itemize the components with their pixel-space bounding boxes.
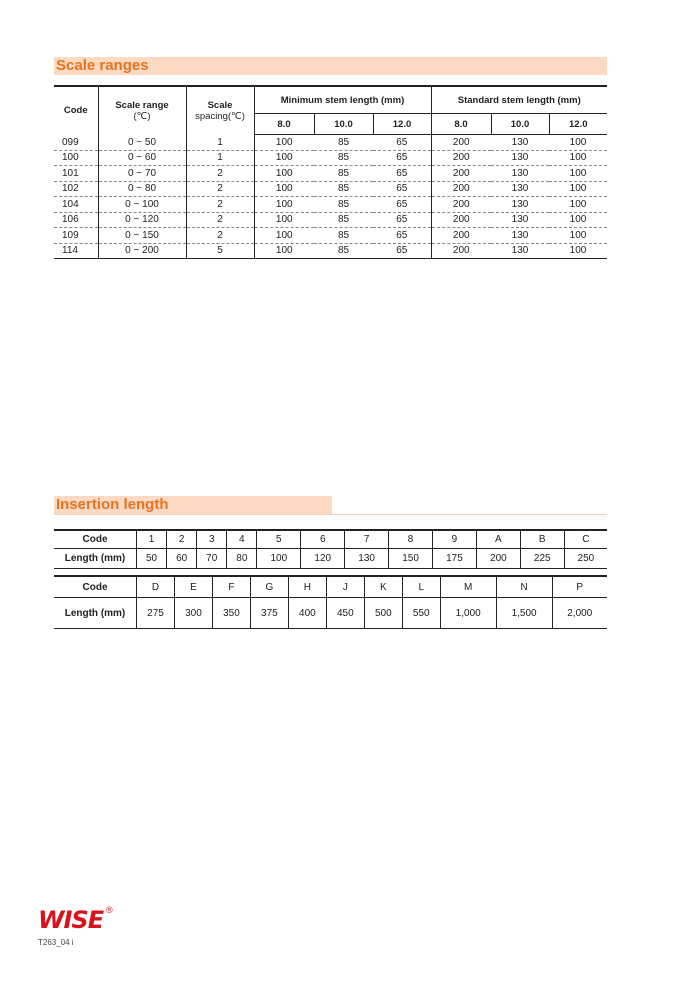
table-row <box>54 166 607 182</box>
length-cell: 450 <box>326 598 364 629</box>
length-cell: 80 <box>227 549 257 569</box>
header-min-stem: Minimum stem length (mm) <box>254 86 431 114</box>
table-cell: 200 <box>452 245 470 257</box>
table-cell: 1 <box>186 150 254 166</box>
table-cell: 65 <box>373 243 431 259</box>
length-cell: 375 <box>250 598 288 629</box>
table-row <box>54 181 607 197</box>
scale-ranges-table <box>54 85 607 259</box>
header-scale-range <box>98 86 186 135</box>
header-min-12: 12.0 <box>373 114 431 135</box>
table-cell: 0 ~ 60 <box>98 150 186 166</box>
table-cell: 130 <box>511 245 529 257</box>
length-cell: 70 <box>197 549 227 569</box>
code-cell: H <box>288 576 326 598</box>
table-cell: 85 <box>314 197 373 213</box>
table-cell: 85 <box>314 181 373 197</box>
table-cell: 100 <box>549 228 607 244</box>
table-cell: 200 <box>431 197 491 213</box>
code-cell: 7 <box>345 530 389 549</box>
table-cell: 200 <box>431 135 491 151</box>
header-std-12: 12.0 <box>549 114 607 135</box>
insertion-table-1 <box>54 529 607 569</box>
table-cell: 2 <box>186 166 254 182</box>
header-scale-range-label: Scale range <box>115 99 169 111</box>
code-cell: 2 <box>167 530 197 549</box>
table-cell: 0 ~ 150 <box>98 228 186 244</box>
table-cell: 65 <box>373 228 431 244</box>
row-code: 100 <box>54 150 98 166</box>
code-cell: M <box>440 576 496 598</box>
code-cell: P <box>552 576 607 598</box>
code-label: Code <box>54 530 137 549</box>
code-cell: J <box>326 576 364 598</box>
row-code: 099 <box>54 135 98 151</box>
length-cell: 275 <box>137 598 175 629</box>
table-row <box>54 212 607 228</box>
table-cell: 85 <box>314 166 373 182</box>
table-cell: 130 <box>491 166 549 182</box>
table-cell: 2 <box>186 181 254 197</box>
table-cell: 100 <box>275 245 293 257</box>
row-code: 101 <box>54 166 98 182</box>
header-std-stem: Standard stem length (mm) <box>431 86 607 114</box>
table-cell: 5 <box>186 243 254 259</box>
code-cell: 3 <box>197 530 227 549</box>
table-row <box>54 243 607 259</box>
table-cell: 2 <box>186 228 254 244</box>
code-cell: 6 <box>301 530 345 549</box>
row-code: 104 <box>54 197 98 213</box>
length-cell: 200 <box>476 549 520 569</box>
table-cell: 130 <box>491 181 549 197</box>
table-cell: 100 <box>549 150 607 166</box>
table-cell: 130 <box>491 197 549 213</box>
length-cell: 1,000 <box>440 598 496 629</box>
table-cell: 2 <box>186 212 254 228</box>
logo-text: WISE <box>38 906 104 934</box>
table-cell: 85 <box>314 212 373 228</box>
table-row <box>54 228 607 244</box>
code-cell: C <box>564 530 607 549</box>
table-row <box>54 150 607 166</box>
table-cell: 0 ~ 80 <box>98 181 186 197</box>
length-cell: 50 <box>137 549 167 569</box>
length-label: Length (mm) <box>64 607 126 619</box>
insertion-title-divider <box>54 514 607 515</box>
length-cell: 60 <box>167 549 197 569</box>
table-cell: 200 <box>431 212 491 228</box>
table-cell: 130 <box>491 228 549 244</box>
table-cell: 0 ~ 100 <box>98 197 186 213</box>
header-scale-spacing-line2: spacing(℃) <box>195 110 245 122</box>
table-cell: 65 <box>373 212 431 228</box>
code-cell: A <box>476 530 520 549</box>
length-cell: 250 <box>564 549 607 569</box>
table-cell: 200 <box>431 166 491 182</box>
length-cell: 550 <box>402 598 440 629</box>
table-cell: 65 <box>373 197 431 213</box>
length-cell: 1,500 <box>496 598 552 629</box>
scale-ranges-title: Scale ranges <box>54 57 607 75</box>
table-cell: 85 <box>337 245 350 257</box>
insertion-length-title: Insertion length <box>54 496 332 514</box>
row-code: 106 <box>54 212 98 228</box>
row-code: 114 <box>54 243 98 259</box>
table-cell: 100 <box>549 135 607 151</box>
table-cell: 100 <box>254 197 314 213</box>
length-cell: 2,000 <box>552 598 607 629</box>
document-code: T263_04 i <box>38 938 74 947</box>
length-cell: 175 <box>433 549 477 569</box>
table-cell: 200 <box>431 181 491 197</box>
table-cell: 100 <box>254 181 314 197</box>
length-label: Length (mm) <box>64 553 126 564</box>
length-cell: 500 <box>364 598 402 629</box>
header-min-8: 8.0 <box>254 114 314 135</box>
table-cell: 65 <box>373 181 431 197</box>
table-row <box>54 135 607 151</box>
code-cell: E <box>174 576 212 598</box>
header-std-8: 8.0 <box>431 114 491 135</box>
table-cell: 100 <box>569 245 587 257</box>
header-min-10: 10.0 <box>314 114 373 135</box>
table-cell: 130 <box>491 135 549 151</box>
table-cell: 0 ~ 120 <box>98 212 186 228</box>
code-cell: D <box>137 576 175 598</box>
table-cell: 130 <box>491 150 549 166</box>
table-cell: 65 <box>373 150 431 166</box>
header-scale-range-unit: (℃) <box>133 110 151 122</box>
code-cell: 1 <box>137 530 167 549</box>
table-cell: 0 ~ 200 <box>98 243 186 259</box>
row-code: 109 <box>54 228 98 244</box>
table-cell: 65 <box>373 166 431 182</box>
length-cell: 300 <box>174 598 212 629</box>
code-cell: L <box>402 576 440 598</box>
table-cell: 100 <box>254 135 314 151</box>
length-cell: 100 <box>257 549 301 569</box>
table-cell: 0 ~ 70 <box>98 166 186 182</box>
header-scale-spacing-line1: Scale <box>207 99 233 111</box>
code-cell: F <box>212 576 250 598</box>
code-cell: 5 <box>257 530 301 549</box>
table-cell: 200 <box>431 150 491 166</box>
table-cell: 100 <box>254 228 314 244</box>
table-cell: 100 <box>254 150 314 166</box>
table-cell: 100 <box>254 212 314 228</box>
table-cell: 100 <box>549 197 607 213</box>
registered-mark: ® <box>106 905 113 915</box>
row-code: 102 <box>54 181 98 197</box>
table-cell: 200 <box>431 228 491 244</box>
header-std-10: 10.0 <box>491 114 549 135</box>
table-cell: 2 <box>186 197 254 213</box>
code-cell: G <box>250 576 288 598</box>
table-cell: 85 <box>314 228 373 244</box>
header-code: Code <box>54 86 98 135</box>
header-scale-spacing <box>186 86 254 135</box>
length-cell: 350 <box>212 598 250 629</box>
table-cell: 100 <box>254 166 314 182</box>
table-cell: 100 <box>549 181 607 197</box>
code-cell: N <box>496 576 552 598</box>
table-cell: 1 <box>186 135 254 151</box>
code-cell: 9 <box>433 530 477 549</box>
code-cell: B <box>520 530 564 549</box>
table-row <box>54 197 607 213</box>
length-cell: 130 <box>345 549 389 569</box>
length-cell: 225 <box>520 549 564 569</box>
table-cell: 130 <box>491 212 549 228</box>
code-cell: K <box>364 576 402 598</box>
length-cell: 120 <box>301 549 345 569</box>
table-cell: 100 <box>549 166 607 182</box>
table-cell: 85 <box>314 135 373 151</box>
wise-logo <box>38 905 113 934</box>
length-cell: 400 <box>288 598 326 629</box>
table-cell: 65 <box>373 135 431 151</box>
insertion-table-2 <box>54 575 607 629</box>
code-cell: 4 <box>227 530 257 549</box>
table-cell: 0 ~ 50 <box>98 135 186 151</box>
code-cell: 8 <box>389 530 433 549</box>
table-cell: 85 <box>314 150 373 166</box>
length-cell: 150 <box>389 549 433 569</box>
code-label: Code <box>54 576 137 598</box>
table-cell: 100 <box>549 212 607 228</box>
